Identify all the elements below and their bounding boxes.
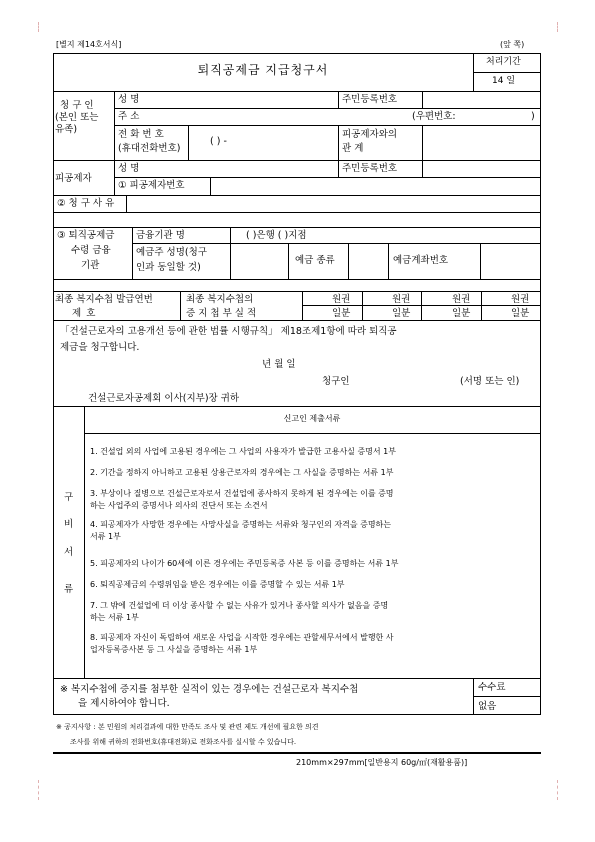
page-guide-top-right xyxy=(557,22,558,32)
deposit-type-field[interactable] xyxy=(350,245,386,277)
statement-line-1: 「건설근로자의 고용개선 등에 관한 법률 시행규칙」 제18조제1항에 따라 퇴직공 xyxy=(60,326,397,337)
reason-divider xyxy=(126,195,127,212)
history-top xyxy=(53,291,541,292)
claimant-name-label: 성 명 xyxy=(118,94,140,105)
claim-reason-field[interactable] xyxy=(128,196,538,211)
claimant-phone-divider xyxy=(188,125,189,160)
claimant-group-label-3: 유족) xyxy=(55,124,78,135)
last-record-label: 최종 복지수첩의 xyxy=(186,294,254,305)
claimant-address-field[interactable] xyxy=(175,109,405,124)
account-number-field[interactable] xyxy=(482,245,538,277)
documents-side-divider xyxy=(84,406,85,678)
documents-bottom xyxy=(53,678,541,679)
documents-side-label-2: 비 xyxy=(64,519,74,530)
claimant-postal-close: ) xyxy=(531,111,535,122)
frame-bottom xyxy=(53,714,541,715)
document-item-1: 1. 건설업 외의 사업에 고용된 경우에는 그 사업의 사용자가 발급한 고용사실 증명서 1부 xyxy=(90,447,396,456)
claimant-row2-bottom xyxy=(114,125,541,126)
claimant-group-label: 청 구 인 xyxy=(60,100,94,111)
page-guide-bottom-right xyxy=(557,780,558,800)
claimant-relation-divider xyxy=(338,125,339,160)
claimant-phone-label: 전 화 번 호 xyxy=(118,129,164,140)
statement-date[interactable]: 년 월 일 xyxy=(262,359,296,370)
claimant-name-field[interactable] xyxy=(175,92,335,107)
history-divider-3 xyxy=(362,291,363,320)
last-issue-label: 최종 복지수첩 발급연번 xyxy=(55,294,153,305)
page-guide-bottom xyxy=(38,780,39,800)
document-item-7: 7. 그 밖에 건설업에 더 이상 종사할 수 없는 사유가 있거나 종사할 의사가 없음을 증명 xyxy=(90,601,389,610)
period-divider xyxy=(473,72,541,73)
document-item-4: 4. 피공제자가 사망한 경우에는 사망사실을 증명하는 서류와 청구인의 자격을 증명하는 xyxy=(90,520,391,529)
claimant-rrn-label: 주민등록번호 xyxy=(342,94,398,105)
last-record-label-2: 증 지 첩 부 실 적 xyxy=(186,308,257,319)
bank-block-bottom xyxy=(53,279,541,280)
insured-rrn-divider xyxy=(422,160,423,177)
document-item-5: 5. 피공제자의 나이가 60세에 이른 경우에는 주민등록증 사본 등 이를 증명하는 서류 1부 xyxy=(90,559,399,568)
fee-value: 없음 xyxy=(478,701,497,712)
frame-left xyxy=(53,53,54,714)
bank-group-label: ③ 퇴직공제금 xyxy=(57,230,115,241)
claimant-name-divider xyxy=(338,91,339,108)
insured-rrn-field[interactable] xyxy=(424,161,538,176)
account-holder-label: 예금주 성명(청구 xyxy=(136,247,207,258)
account-number-label: 예금계좌번호 xyxy=(393,255,449,266)
unit-il-1: 일분 xyxy=(332,308,351,319)
insured-name-field[interactable] xyxy=(175,161,335,176)
period-value: 14 일 xyxy=(492,76,516,86)
unit-il-3: 일분 xyxy=(452,308,471,319)
paper-spec: 210mm×297mm[일반용지 60g/㎡(재활용품)] xyxy=(296,758,468,767)
claimant-signature-label: 청구인 xyxy=(322,376,350,387)
document-item-7-cont: 하는 서류 1부 xyxy=(90,613,139,622)
document-item-3: 3. 부상이나 질병으로 건설근로자로서 건설업에 종사하지 못하게 된 경우에는 이를 증명 xyxy=(90,489,394,498)
unit-il-2: 일분 xyxy=(392,308,411,319)
history-divider-5 xyxy=(481,291,482,320)
documents-header-bottom xyxy=(84,433,540,434)
privacy-notice-2: 조사를 위해 귀하의 전화번호(휴대전화)로 전화조사를 실시할 수 있습니다. xyxy=(70,738,297,746)
signature-field[interactable]: (서명 또는 인) xyxy=(460,376,520,387)
page-title: 퇴직공제금 지급청구서 xyxy=(197,63,329,77)
addressee: 건설근로자공제회 이사(지부)장 귀하 xyxy=(88,393,240,404)
documents-side-label-4: 류 xyxy=(64,584,74,595)
insured-group-label: 피공제자 xyxy=(55,173,92,184)
unit-won-4: 원권 xyxy=(511,294,530,305)
claimant-relation-value-divider xyxy=(422,125,423,160)
privacy-bottom xyxy=(53,752,541,754)
insured-number-label: ① 피공제자번호 xyxy=(118,180,185,191)
fee-label: 수수료 xyxy=(478,682,506,693)
claimant-relation-label-2: 관 계 xyxy=(342,143,364,154)
bank-top xyxy=(53,227,541,228)
insured-name-label: 성 명 xyxy=(118,163,140,174)
document-item-6: 6. 퇴직공제금의 수령위임을 받은 경우에는 이를 증명할 수 있는 서류 1부 xyxy=(90,580,345,589)
notebook-notice-2: 을 제시하여야 합니다. xyxy=(78,698,170,709)
bank-group-label-3: 기관 xyxy=(81,260,100,271)
bank-col-divider xyxy=(132,227,133,279)
page-guide-top xyxy=(38,22,39,32)
document-item-8-cont: 업자등록증사본 등 그 사실을 증명하는 서류 1부 xyxy=(90,645,258,654)
unit-won-1: 원권 xyxy=(332,294,351,305)
deposit-value-divider xyxy=(388,243,389,279)
documents-side-label-3: 서 xyxy=(64,547,74,558)
claimant-address-label: 주 소 xyxy=(118,111,140,122)
unit-won-3: 원권 xyxy=(452,294,471,305)
bank-group-label-2: 수령 금융 xyxy=(71,245,111,256)
deposit-type-divider xyxy=(348,243,349,279)
frame-right xyxy=(540,53,541,714)
documents-header: 신고인 제출서류 xyxy=(283,414,341,423)
bank-institution-label: 금융기관 명 xyxy=(136,230,185,241)
document-item-3-cont: 하는 사업주의 증명서나 의사의 진단서 또는 소견서 xyxy=(90,501,268,510)
claimant-rrn-field[interactable] xyxy=(424,92,538,107)
claimant-postal-label: (우편번호: xyxy=(412,111,456,122)
history-divider-4 xyxy=(421,291,422,320)
period-label: 처리기간 xyxy=(486,57,521,67)
history-bottom xyxy=(53,320,541,321)
claimant-relation-label: 피공제자와의 xyxy=(342,129,398,140)
bank-institution-divider xyxy=(230,227,231,279)
privacy-notice: ※ 공지사항 : 본 민원의 처리결과에 대한 만족도 조사 및 관련 제도 개선에 필요한 의견 xyxy=(56,723,319,731)
frame-top xyxy=(53,53,541,54)
form-number: [별지 제14호서식] xyxy=(56,40,122,49)
claimant-mobile-label: (휴대전화번호) xyxy=(118,143,181,154)
document-item-8: 8. 피공제자 자신이 독립하여 새로운 사업을 시작한 경우에는 관할세무서에서 발행한 사 xyxy=(90,633,394,642)
insured-name-divider xyxy=(338,160,339,177)
last-issue-number[interactable]: 제 호 xyxy=(72,308,97,319)
document-item-2: 2. 기간을 정하지 아니하고 고용된 상용근로자의 경우에는 그 사실을 증명하는 서류 1부 xyxy=(90,468,394,477)
history-divider-1 xyxy=(180,291,181,320)
insured-rrn-label: 주민등록번호 xyxy=(342,163,398,174)
bank-name-field[interactable]: ( )은행 ( )지점 xyxy=(246,230,307,241)
fee-mid xyxy=(473,696,541,697)
reason-bottom xyxy=(53,212,541,213)
claimant-group-label-2: (본인 또는 xyxy=(55,112,99,123)
documents-side-label-1: 구 xyxy=(64,492,74,503)
statement-bottom xyxy=(53,406,541,407)
notebook-notice: ※ 복지수첩에 증지를 첨부한 실적이 있는 경우에는 건설근로자 복지수첩 xyxy=(60,684,359,695)
account-holder-field[interactable] xyxy=(232,245,286,277)
statement-line-2: 제금을 청구합니다. xyxy=(60,342,140,353)
claimant-rrn-divider xyxy=(422,91,423,108)
account-holder-label-2: 인과 동일할 것) xyxy=(136,262,201,273)
holder-divider xyxy=(288,243,289,279)
claimant-relation-field[interactable] xyxy=(424,127,538,158)
account-label-divider xyxy=(480,243,481,279)
document-item-4-cont: 서류 1부 xyxy=(90,532,121,541)
claim-reason-label: ② 청 구 사 유 xyxy=(57,198,115,209)
deposit-type-label: 예금 종류 xyxy=(295,255,335,266)
insured-number-divider xyxy=(210,177,211,195)
page-side: (앞 쪽) xyxy=(500,40,525,49)
insured-number-field[interactable] xyxy=(212,178,538,193)
unit-il-4: 일분 xyxy=(511,308,530,319)
claimant-phone-field[interactable]: ( ) - xyxy=(210,136,227,147)
unit-won-2: 원권 xyxy=(392,294,411,305)
